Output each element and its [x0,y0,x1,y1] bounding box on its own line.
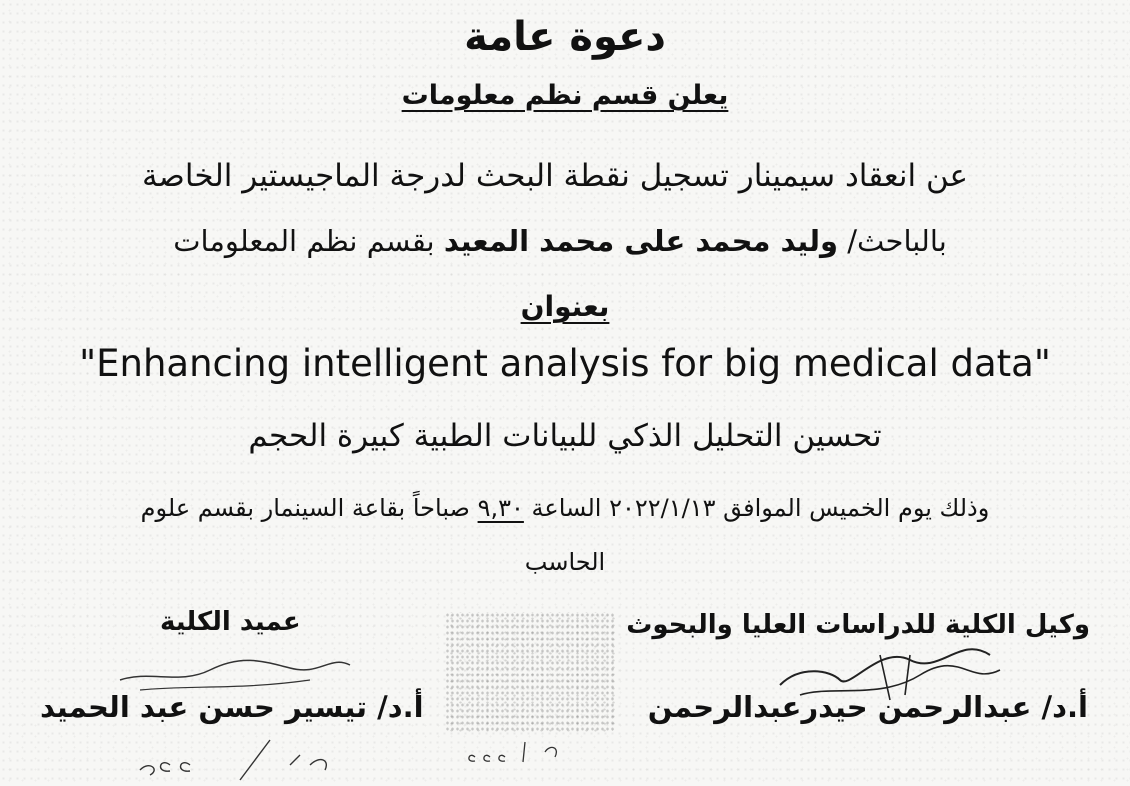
vice-dean-name: أ.د/ عبدالرحمن حيدرعبدالرحمن [647,690,1088,724]
title-heading-text: بعنوان [520,290,610,323]
researcher-prefix: بالباحث/ [847,224,947,258]
dean-title: عميد الكلية [160,607,301,637]
location-text: صباحاً بقاعة السينمار بقسم علوم [140,494,470,522]
researcher-line [160,224,960,258]
time-text: ٩,٣٠ [477,494,524,522]
date-text: وذلك يوم الخميس الموافق ٢٠٢٢/١/١٣ الساعة [531,494,990,522]
announcement-subtitle [280,80,850,111]
thesis-title-english: "Enhancing intelligent analysis for big medical data" [79,342,1051,385]
stamp-mark [445,612,615,732]
vice-dean-handwritten-date [465,732,585,772]
location-continuation: الحاسب [524,548,606,576]
vice-dean-title: وكيل الكلية للدراسات العليا والبحوث [626,610,1090,640]
date-time-line [40,494,1090,522]
seminar-description: عن انعقاد سيمينار تسجيل نقطة البحث لدرجة الماجيستير الخاصة [141,158,969,194]
researcher-name: وليد محمد على محمد المعيد [443,224,839,258]
subtitle-text: يعلن قسم نظم معلومات [401,80,729,111]
dean-name: أ.د/ تيسير حسن عبد الحميد [40,690,424,724]
dean-handwritten-date [130,735,360,785]
researcher-department: بقسم نظم المعلومات [173,224,435,258]
thesis-title-arabic: تحسين التحليل الذكي للبيانات الطبية كبيرة الحجم [248,418,882,454]
title-heading [440,290,690,323]
document-title: دعوة عامة [464,14,666,60]
